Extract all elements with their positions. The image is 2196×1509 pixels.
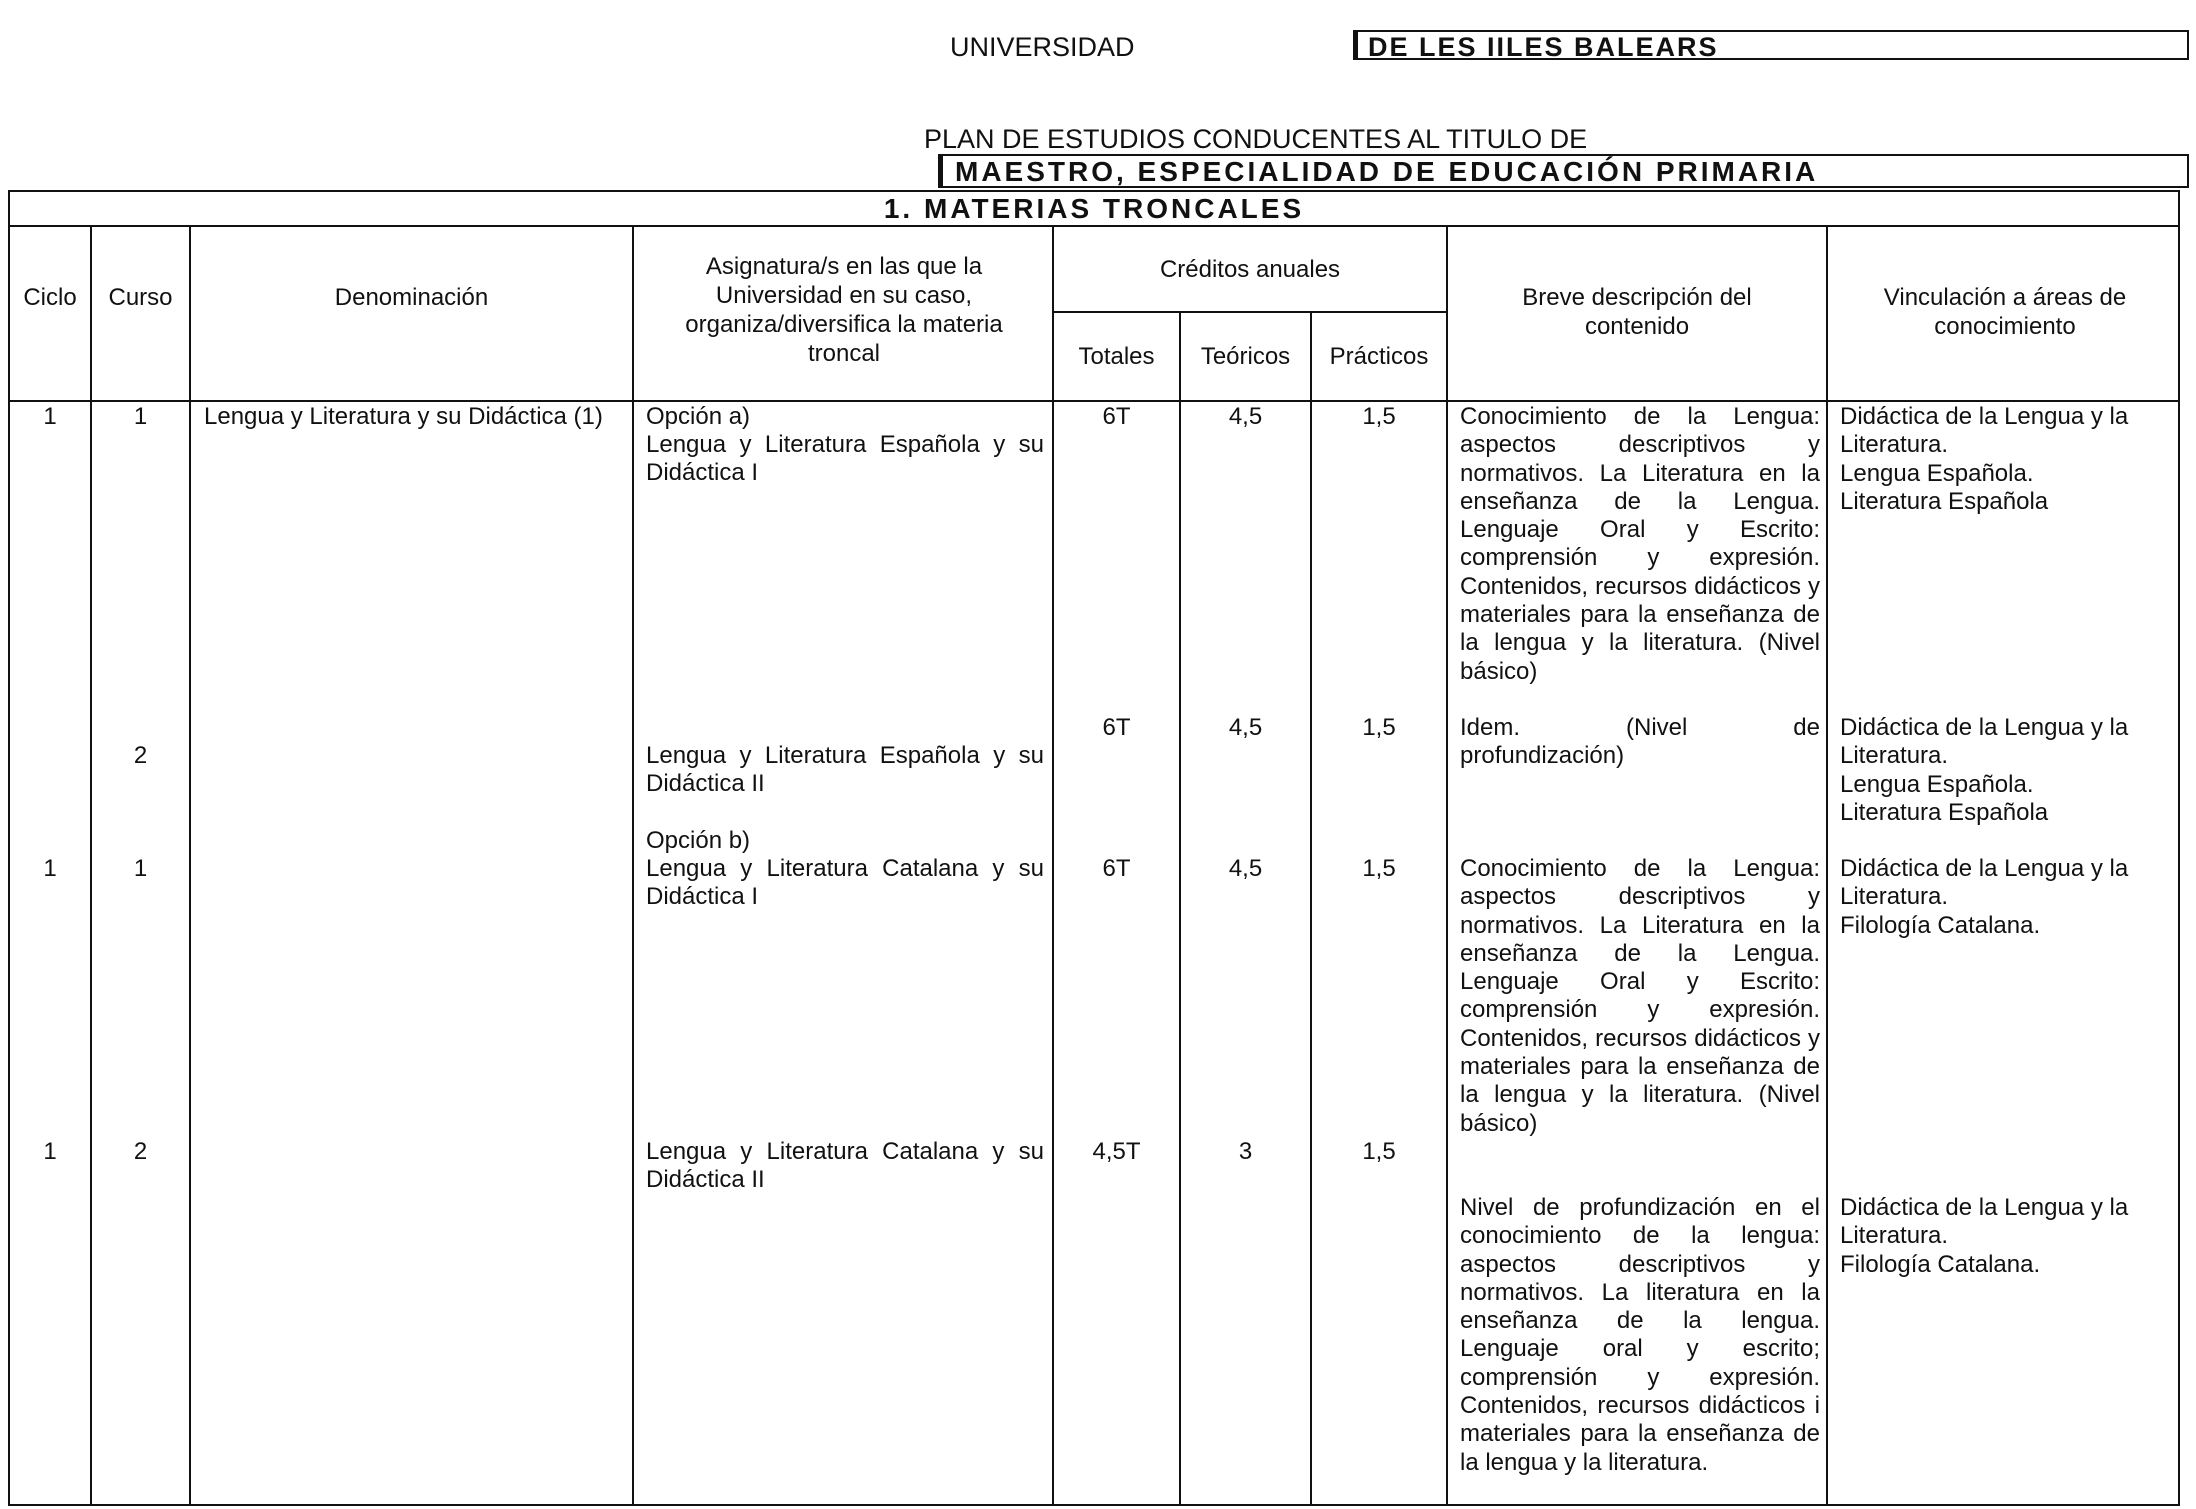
- universidad-label: UNIVERSIDAD: [950, 32, 1135, 62]
- section-title: 1. MATERIAS TRONCALES: [883, 193, 1305, 224]
- row3-descripcion: Conocimiento de la Lengua: aspectos descriptivos y normativos. La Literatura en la enseñanza de la Lengua. Lenguaje Oral y Escrito: comprensión y expresión. Contenidos, recursos didácticos y materiales para la enseñanza de la lengua y la literatura. (Nivel básico): [1460, 855, 1820, 1137]
- row3-vinculacion-item: Didáctica de la Lengua y la Literatura.: [1840, 855, 2129, 911]
- col-asignatura: Asignatura/s en las que la Universidad en su caso, organiza/diversifica la materia troncal: [685, 253, 1003, 367]
- creditos-divider: [1053, 311, 1446, 313]
- row4-practicos: 1,5: [1362, 1138, 1396, 1165]
- row1-ciclo: 1: [43, 403, 57, 430]
- row3-asignatura: Lengua y Literatura Catalana y su Didáctica I: [646, 855, 1044, 911]
- header-divider: [8, 400, 2180, 402]
- row4-curso: 2: [133, 1138, 148, 1165]
- row1-totales: 6T: [1102, 403, 1131, 430]
- row2-practicos: 1,5: [1362, 714, 1396, 741]
- row4-descripcion: Nivel de profundización en el conocimiento de la lengua: aspectos descriptivos y normativos. La literatura en la enseñanza de la lengua. Lenguaje oral y escrito; comprensión y expresión. Contenidos, recursos didácticos i materiales para la enseñanza de la lengua y la literatura.: [1460, 1194, 1820, 1476]
- col-practicos: Prácticos: [1329, 343, 1429, 370]
- row4-vinculacion-item: Didáctica de la Lengua y la Literatura.: [1840, 1194, 2129, 1250]
- col-line: [1310, 312, 1312, 1506]
- plan-label: PLAN DE ESTUDIOS CONDUCENTES AL TITULO DE: [924, 124, 1588, 154]
- col-line: [1179, 312, 1181, 1506]
- col-line: [1826, 226, 1828, 1506]
- row3-ciclo: 1: [43, 855, 57, 882]
- row1-descripcion: Conocimiento de la Lengua: aspectos descriptivos y normativos. La Literatura en la enseñanza de la Lengua. Lenguaje Oral y Escrito: comprensión y expresión. Contenidos, recursos didácticos y materiales para la enseñanza de la lengua y la literatura. (Nivel básico): [1460, 403, 1820, 685]
- row2-asignatura: Lengua y Literatura Española y su Didáctica II: [646, 742, 1044, 798]
- col-line: [632, 226, 634, 1506]
- col-denominacion: Denominación: [334, 284, 489, 311]
- row2-curso: 2: [133, 742, 148, 769]
- row1-curso: 1: [133, 403, 148, 430]
- row1-vinculacion: [1840, 403, 2172, 516]
- col-ciclo: Ciclo: [23, 284, 77, 311]
- row4-teoricos: 3: [1238, 1138, 1253, 1165]
- row2-descripcion: Idem. (Nivel de profundización): [1460, 714, 1820, 770]
- universidad-name: DE LES IILES BALEARS: [1353, 30, 2189, 60]
- row1-vinculacion-item: Lengua Española.: [1840, 459, 2034, 487]
- row2-vinculacion-item: Didáctica de la Lengua y la Literatura.: [1840, 714, 2129, 770]
- col-vinculacion: Vinculación a áreas de conocimiento: [1883, 284, 2127, 340]
- col-totales: Totales: [1078, 343, 1155, 370]
- row2-totales: 6T: [1102, 714, 1131, 741]
- col-line: [189, 226, 191, 1506]
- row1-asignatura: Lengua y Literatura Española y su Didáctica I: [646, 431, 1044, 487]
- row3-vinculacion: [1840, 855, 2172, 940]
- col-descripcion: Breve descripción del contenido: [1522, 284, 1752, 340]
- table-frame: [8, 190, 2180, 1506]
- row1-practicos: 1,5: [1362, 403, 1396, 430]
- row3-teoricos: 4,5: [1228, 855, 1263, 882]
- row3-practicos: 1,5: [1362, 855, 1396, 882]
- row1-vinculacion-item: Literatura Española: [1840, 487, 2049, 515]
- row3-totales: 6T: [1102, 855, 1131, 882]
- row4-ciclo: 1: [43, 1138, 57, 1165]
- row4-totales: 4,5T: [1092, 1138, 1141, 1165]
- row4-asignatura: Lengua y Literatura Catalana y su Didáctica II: [646, 1138, 1044, 1194]
- row4-vinculacion: [1840, 1194, 2172, 1279]
- row4-vinculacion-item: Filología Catalana.: [1840, 1250, 2041, 1278]
- col-curso: Curso: [108, 284, 173, 311]
- row1-teoricos: 4,5: [1228, 403, 1263, 430]
- row2-vinculacion-item: Literatura Española: [1840, 798, 2049, 826]
- row3-curso: 1: [133, 855, 148, 882]
- row2-teoricos: 4,5: [1228, 714, 1263, 741]
- row1-opcion: Opción a): [646, 403, 751, 430]
- col-creditos: Créditos anuales: [1159, 256, 1341, 283]
- row1-vinculacion-item: Didáctica de la Lengua y la Literatura.: [1840, 403, 2129, 459]
- row3-vinculacion-item: Filología Catalana.: [1840, 911, 2041, 939]
- row1-denominacion: Lengua y Literatura y su Didáctica (1): [204, 403, 603, 430]
- col-teoricos: Teóricos: [1200, 343, 1291, 370]
- row2-vinculacion: [1840, 714, 2172, 827]
- titulo: MAESTRO, ESPECIALIDAD DE EDUCACIÓN PRIMARIA: [938, 154, 2189, 188]
- row2-vinculacion-item: Lengua Española.: [1840, 770, 2034, 798]
- col-line: [1446, 226, 1448, 1506]
- row3-opcion: Opción b): [646, 827, 751, 854]
